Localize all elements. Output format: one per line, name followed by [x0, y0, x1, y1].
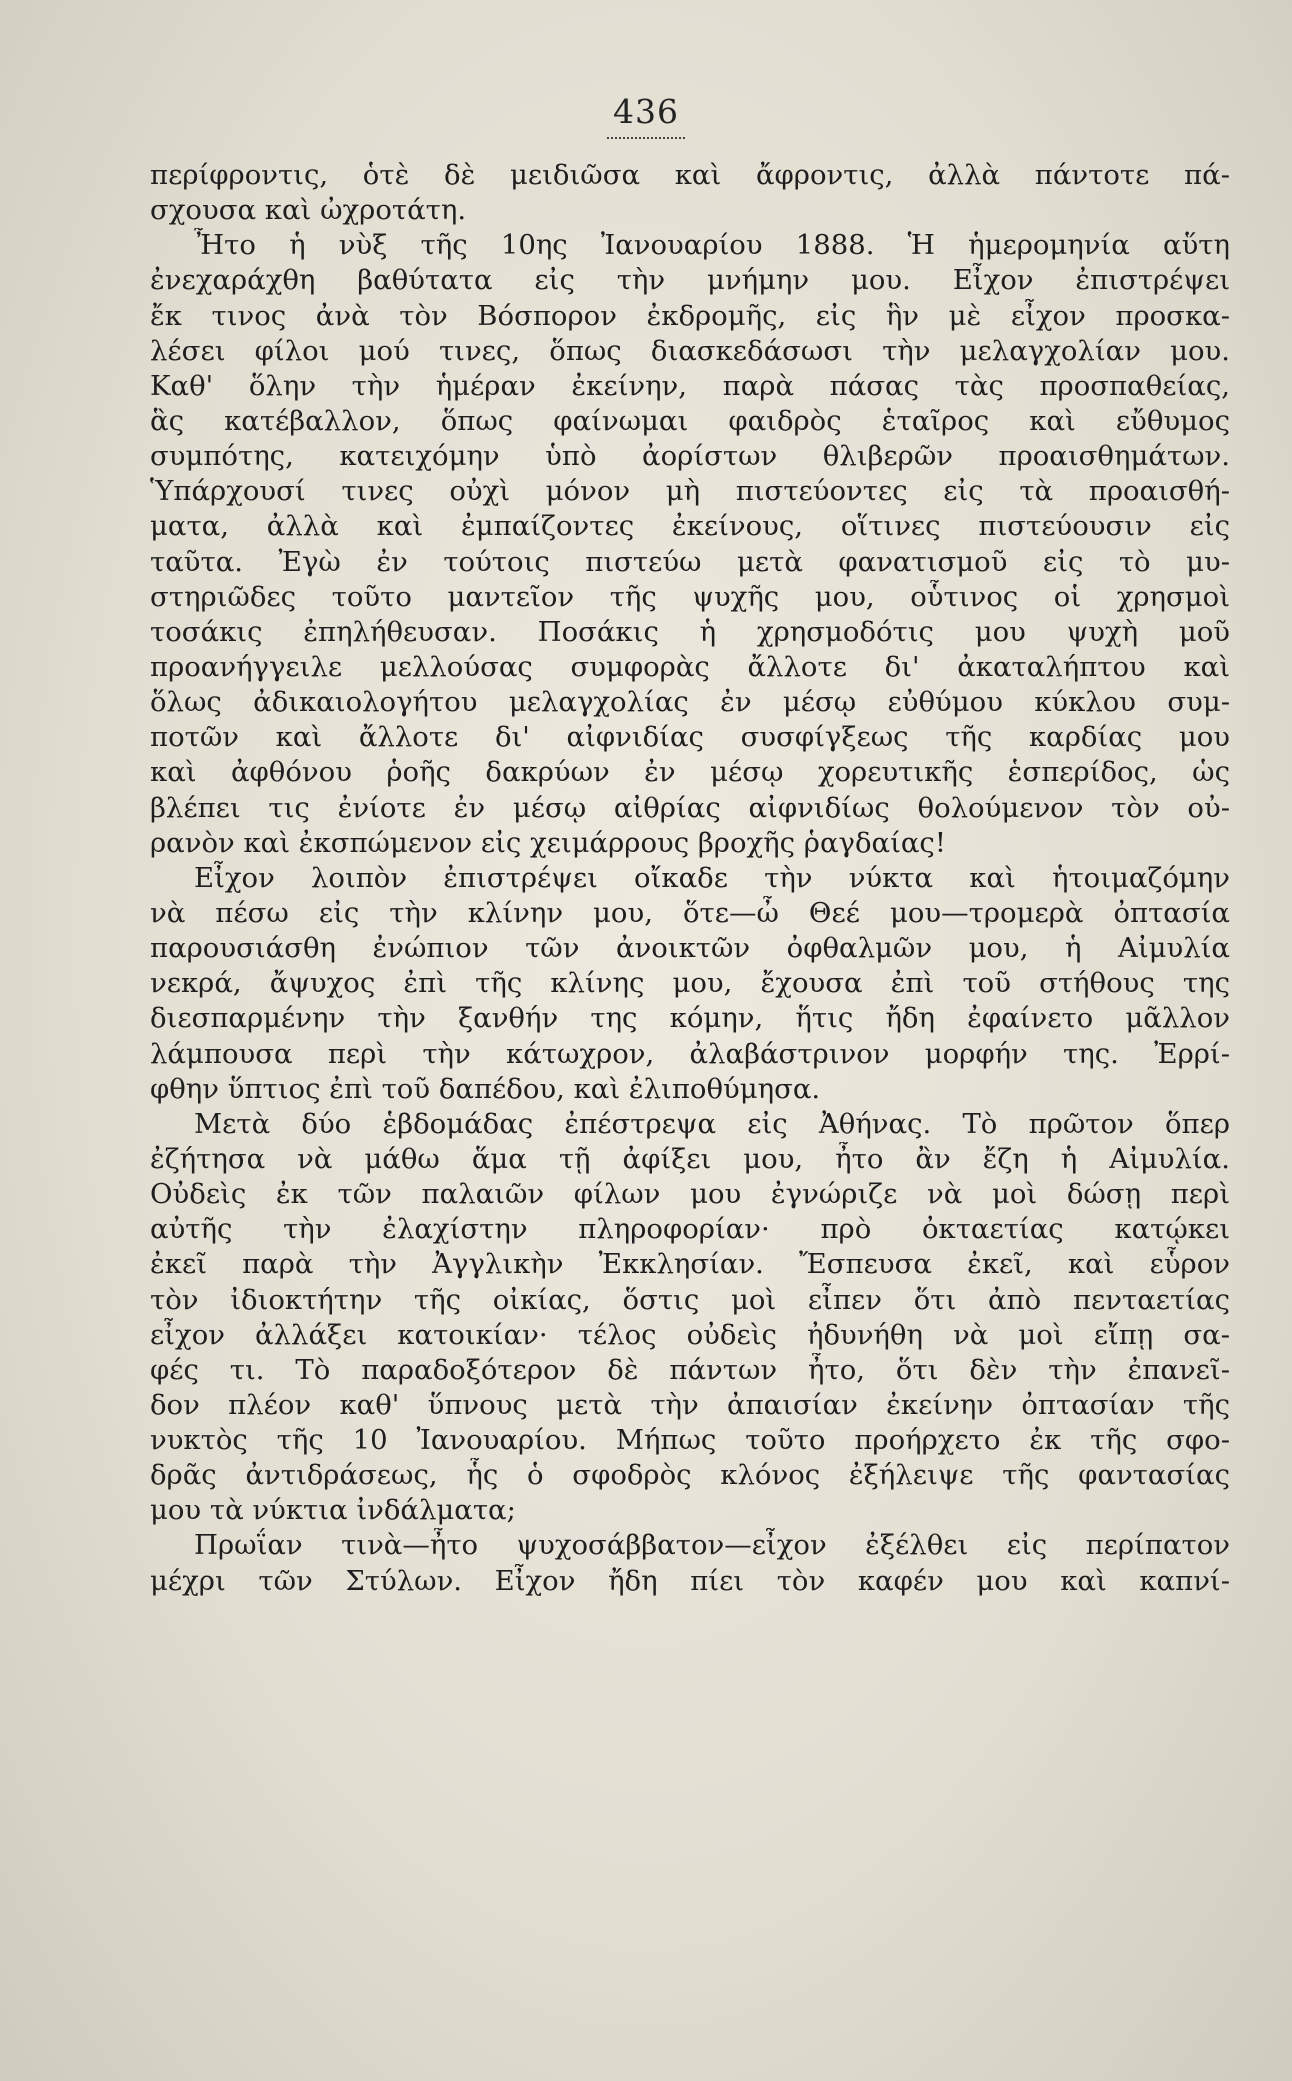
text-line: ὅλως ἀδικαιολογήτου μελαγχολίας ἐν μέσῳ εὐθύμου κύκλου συμ-	[150, 686, 1230, 719]
text-line: προανήγγειλε μελλούσας συμφορὰς ἄλλοτε δι' ἀκαταλήπτου καὶ	[150, 650, 1230, 683]
text-line: εἶχον ἀλλάξει κατοικίαν· τέλος οὐδεὶς ἠδυνήθη νὰ μοὶ εἴπῃ σα-	[150, 1318, 1230, 1351]
text-line: καὶ ἀφθόνου ῥοῆς δακρύων ἐν μέσῳ χορευτικῆς ἑσπερίδος, ὡς	[150, 756, 1230, 789]
text-line: φθην ὕπτιος ἐπὶ τοῦ δαπέδου, καὶ ἐλιποθύμησα.	[150, 1072, 821, 1105]
page-number: 436	[0, 92, 1292, 139]
text-line: Ἦτο ἡ νὺξ τῆς 10ης Ἰανουαρίου 1888. Ἡ ἡμερομηνία αὕτη	[194, 229, 1230, 262]
text-line: Εἶχον λοιπὸν ἐπιστρέψει οἴκαδε τὴν νύκτα καὶ ἡτοιμαζόμην	[194, 861, 1230, 894]
text-line: λέσει φίλοι μού τινες, ὅπως διασκεδάσωσι τὴν μελαγχολίαν μου.	[150, 334, 1230, 367]
text-line: Πρωΐαν τινὰ—ἦτο ψυχοσάββατον—εἶχον ἐξέλθει εἰς περίπατον	[194, 1529, 1230, 1562]
text-line: ἐζήτησα νὰ μάθω ἅμα τῇ ἀφίξει μου, ἦτο ἂν ἔζη ἡ Αἰμυλία.	[150, 1142, 1230, 1175]
text-line: φές τι. Τὸ παραδοξότερον δὲ πάντων ἦτο, ὅτι δὲν τὴν ἐπανεῖ-	[150, 1353, 1230, 1386]
text-line: ἃς κατέβαλλον, ὅπως φαίνωμαι φαιδρὸς ἑταῖρος καὶ εὔθυμος	[150, 404, 1230, 437]
text-line: Καθ' ὅλην τὴν ἡμέραν ἐκείνην, παρὰ πάσας τὰς προσπαθείας,	[150, 369, 1230, 402]
text-line: παρουσιάσθη ἐνώπιον τῶν ἀνοικτῶν ὀφθαλμῶν μου, ἡ Αἰμυλία	[150, 932, 1230, 965]
text-line: ποτῶν καὶ ἄλλοτε δι' αἰφνιδίας συσφίγξεως τῆς καρδίας μου	[150, 721, 1230, 754]
text-line: μέχρι τῶν Στύλων. Εἶχον ἤδη πίει τὸν καφέν μου καὶ καπνί-	[150, 1564, 1230, 1597]
text-line: διεσπαρμένην τὴν ξανθήν της κόμην, ἥτις ἤδη ἐφαίνετο μᾶλλον	[150, 1002, 1230, 1035]
text-line: ματα, ἀλλὰ καὶ ἐμπαίζοντες ἐκείνους, οἵτινες πιστεύουσιν εἰς	[150, 510, 1230, 543]
text-line: Οὐδεὶς ἐκ τῶν παλαιῶν φίλων μου ἐγνώριζε νὰ μοὶ δώσῃ περὶ	[150, 1178, 1230, 1211]
text-line: δρᾶς ἀντιδράσεως, ἧς ὁ σφοδρὸς κλόνος ἐξήλειψε τῆς φαντασίας	[150, 1459, 1230, 1492]
text-line: σχουσα καὶ ὠχροτάτη.	[150, 194, 467, 227]
text-line: αὐτῆς τὴν ἐλαχίστην πληροφορίαν· πρὸ ὀκταετίας κατῴκει	[150, 1213, 1230, 1246]
text-line: ἔκ τινος ἀνὰ τὸν Βόσπορον ἐκδρομῆς, εἰς ἣν μὲ εἶχον προσκα-	[150, 299, 1230, 332]
text-line: λάμπουσα περὶ τὴν κάτωχρον, ἀλαβάστρινον μορφήν της. Ἐρρί-	[150, 1037, 1230, 1070]
body-text	[150, 158, 1230, 1599]
text-line: ταῦτα. Ἐγὼ ἐν τούτοις πιστεύω μετὰ φανατισμοῦ εἰς τὸ μυ-	[150, 545, 1230, 578]
text-line: νεκρά, ἄψυχος ἐπὶ τῆς κλίνης μου, ἔχουσα ἐπὶ τοῦ στήθους της	[150, 967, 1230, 1000]
text-line: Μετὰ δύο ἑβδομάδας ἐπέστρεψα εἰς Ἀθήνας. Τὸ πρῶτον ὅπερ	[194, 1107, 1230, 1140]
text-line: συμπότης, κατειχόμην ὑπὸ ἀορίστων θλιβερῶν προαισθημάτων.	[150, 440, 1230, 473]
text-line: Ὑπάρχουσί τινες οὐχὶ μόνον μὴ πιστεύοντες εἰς τὰ προαισθή-	[150, 475, 1230, 508]
text-line: ἐκεῖ παρὰ τὴν Ἀγγλικὴν Ἐκκλησίαν. Ἔσπευσα ἐκεῖ, καὶ εὗρον	[150, 1248, 1230, 1281]
text-line: ρανὸν καὶ ἐκσπώμενον εἰς χειμάρρους βροχῆς ῥαγδαίας!	[150, 826, 946, 859]
text-line: ἐνεχαράχθη βαθύτατα εἰς τὴν μνήμην μου. Εἶχον ἐπιστρέψει	[150, 264, 1230, 297]
text-line: δον πλέον καθ' ὕπνους μετὰ τὴν ἀπαισίαν ἐκείνην ὀπτασίαν τῆς	[150, 1388, 1230, 1421]
text-line: περίφροντις, ὁτὲ δὲ μειδιῶσα καὶ ἄφροντις, ἀλλὰ πάντοτε πά-	[150, 159, 1230, 191]
text-line: στηριῶδες τοῦτο μαντεῖον τῆς ψυχῆς μου, οὗτινος οἱ χρησμοὶ	[150, 580, 1230, 613]
text-line: τὸν ἰδιοκτήτην τῆς οἰκίας, ὅστις μοὶ εἶπεν ὅτι ἀπὸ πενταετίας	[150, 1283, 1230, 1316]
text-line: τοσάκις ἐπηλήθευσαν. Ποσάκις ἡ χρησμοδότις μου ψυχὴ μοῦ	[150, 615, 1230, 648]
text-line: μου τὰ νύκτια ἰνδάλματα;	[150, 1494, 516, 1527]
text-line: βλέπει τις ἐνίοτε ἐν μέσῳ αἰθρίας αἰφνιδίως θολούμενον τὸν οὐ-	[150, 791, 1230, 824]
text-line: νὰ πέσω εἰς τὴν κλίνην μου, ὅτε—ὦ Θεέ μου—τρομερὰ ὀπτασία	[150, 896, 1230, 929]
text-line: νυκτὸς τῆς 10 Ἰανουαρίου. Μήπως τοῦτο προήρχετο ἐκ τῆς σφο-	[150, 1424, 1230, 1457]
